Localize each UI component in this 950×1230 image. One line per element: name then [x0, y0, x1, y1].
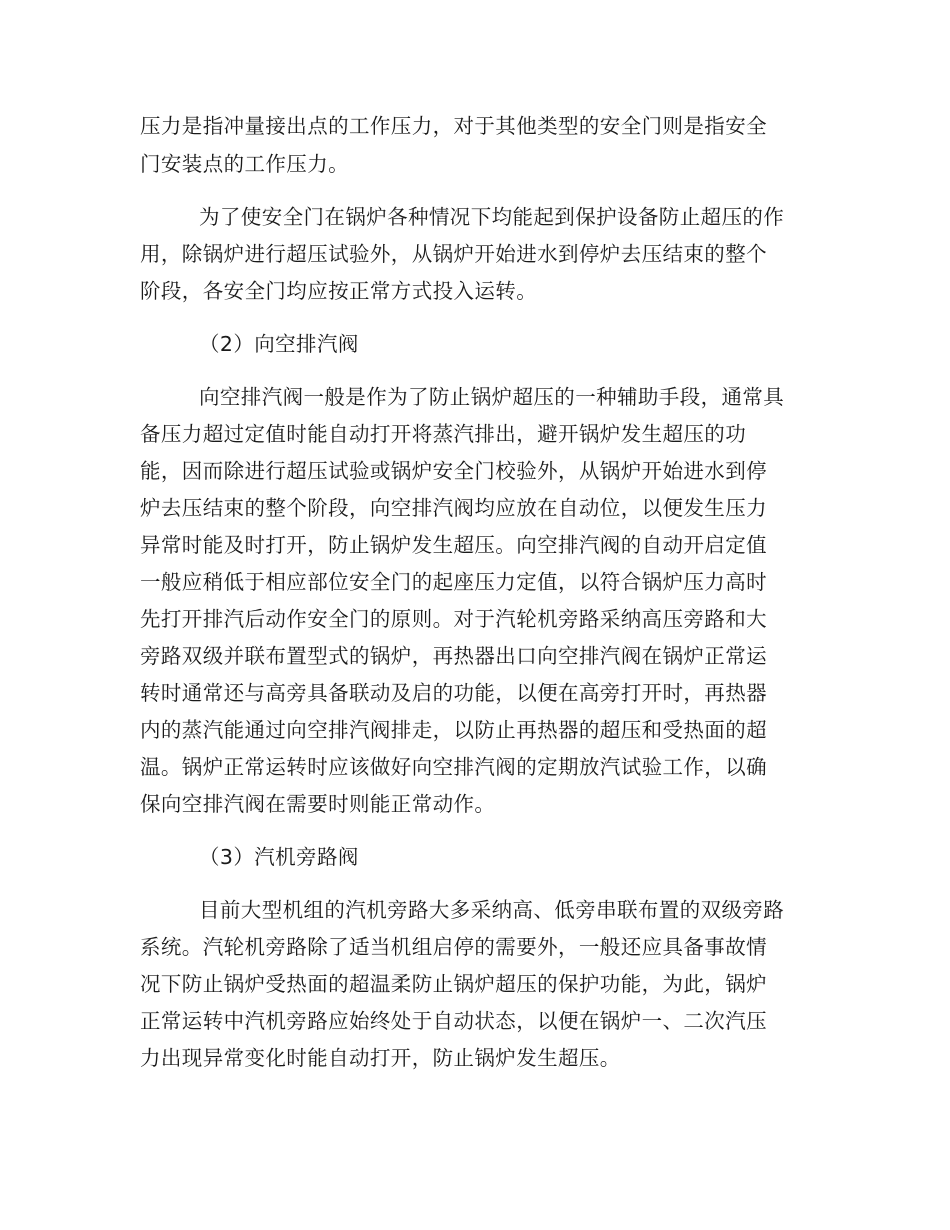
section-heading: （3）汽机旁路阀: [199, 845, 359, 869]
paragraph-line: 用，除锅炉进行超压试验外，从锅炉开始进水到停炉去压结束的整个: [140, 242, 767, 266]
paragraph-line: 向空排汽阀一般是作为了防止锅炉超压的一种辅助手段，通常具: [199, 385, 785, 409]
paragraph-line: 一般应稍低于相应部位安全门的起座压力定值，以符合锅炉压力高时: [140, 570, 767, 594]
paragraph-line: 门安装点的工作压力。: [140, 152, 349, 176]
paragraph-line: 能，因而除进行超压试验或锅炉安全门校验外，从锅炉开始进水到停: [140, 459, 767, 483]
paragraph-line: 先打开排汽后动作安全门的原则。对于汽轮机旁路采纳高压旁路和大: [140, 607, 767, 631]
paragraph-line: 目前大型机组的汽机旁路大多采纳高、低旁串联布置的双级旁路: [199, 898, 785, 922]
paragraph-line: 压力是指冲量接出点的工作压力，对于其他类型的安全门则是指安全: [140, 114, 767, 138]
paragraph-line: 旁路双级并联布置型式的锅炉，再热器出口向空排汽阀在锅炉正常运: [140, 644, 767, 668]
paragraph-line: 为了使安全门在锅炉各种情况下均能起到保护设备防止超压的作: [199, 205, 785, 229]
paragraph-line: 炉去压结束的整个阶段，向空排汽阀均应放在自动位，以便发生压力: [140, 496, 767, 520]
paragraph-line: 系统。汽轮机旁路除了适当机组启停的需要外，一般还应具备事故情: [140, 935, 767, 959]
paragraph-line: 正常运转中汽机旁路应始终处于自动状态，以便在锅炉一、二次汽压: [140, 1009, 767, 1033]
section-heading: （2）向空排汽阀: [199, 332, 359, 356]
paragraph-line: 保向空排汽阀在需要时则能正常动作。: [140, 792, 496, 816]
paragraph-line: 异常时能及时打开，防止锅炉发生超压。向空排汽阀的自动开启定值: [140, 533, 767, 557]
paragraph-line: 况下防止锅炉受热面的超温柔防止锅炉超压的保护功能，为此，锅炉: [140, 972, 767, 996]
paragraph-line: 转时通常还与高旁具备联动及启的功能，以便在高旁打开时，再热器: [140, 681, 767, 705]
paragraph-line: 力出现异常变化时能自动打开，防止锅炉发生超压。: [140, 1046, 621, 1070]
paragraph-line: 备压力超过定值时能自动打开将蒸汽排出，避开锅炉发生超压的功: [140, 422, 747, 446]
paragraph-line: 温。锅炉正常运转时应该做好向空排汽阀的定期放汽试验工作，以确: [140, 755, 767, 779]
paragraph-line: 内的蒸汽能通过向空排汽阀排走，以防止再热器的超压和受热面的超: [140, 718, 767, 742]
paragraph-line: 阶段，各安全门均应按正常方式投入运转。: [140, 279, 538, 303]
